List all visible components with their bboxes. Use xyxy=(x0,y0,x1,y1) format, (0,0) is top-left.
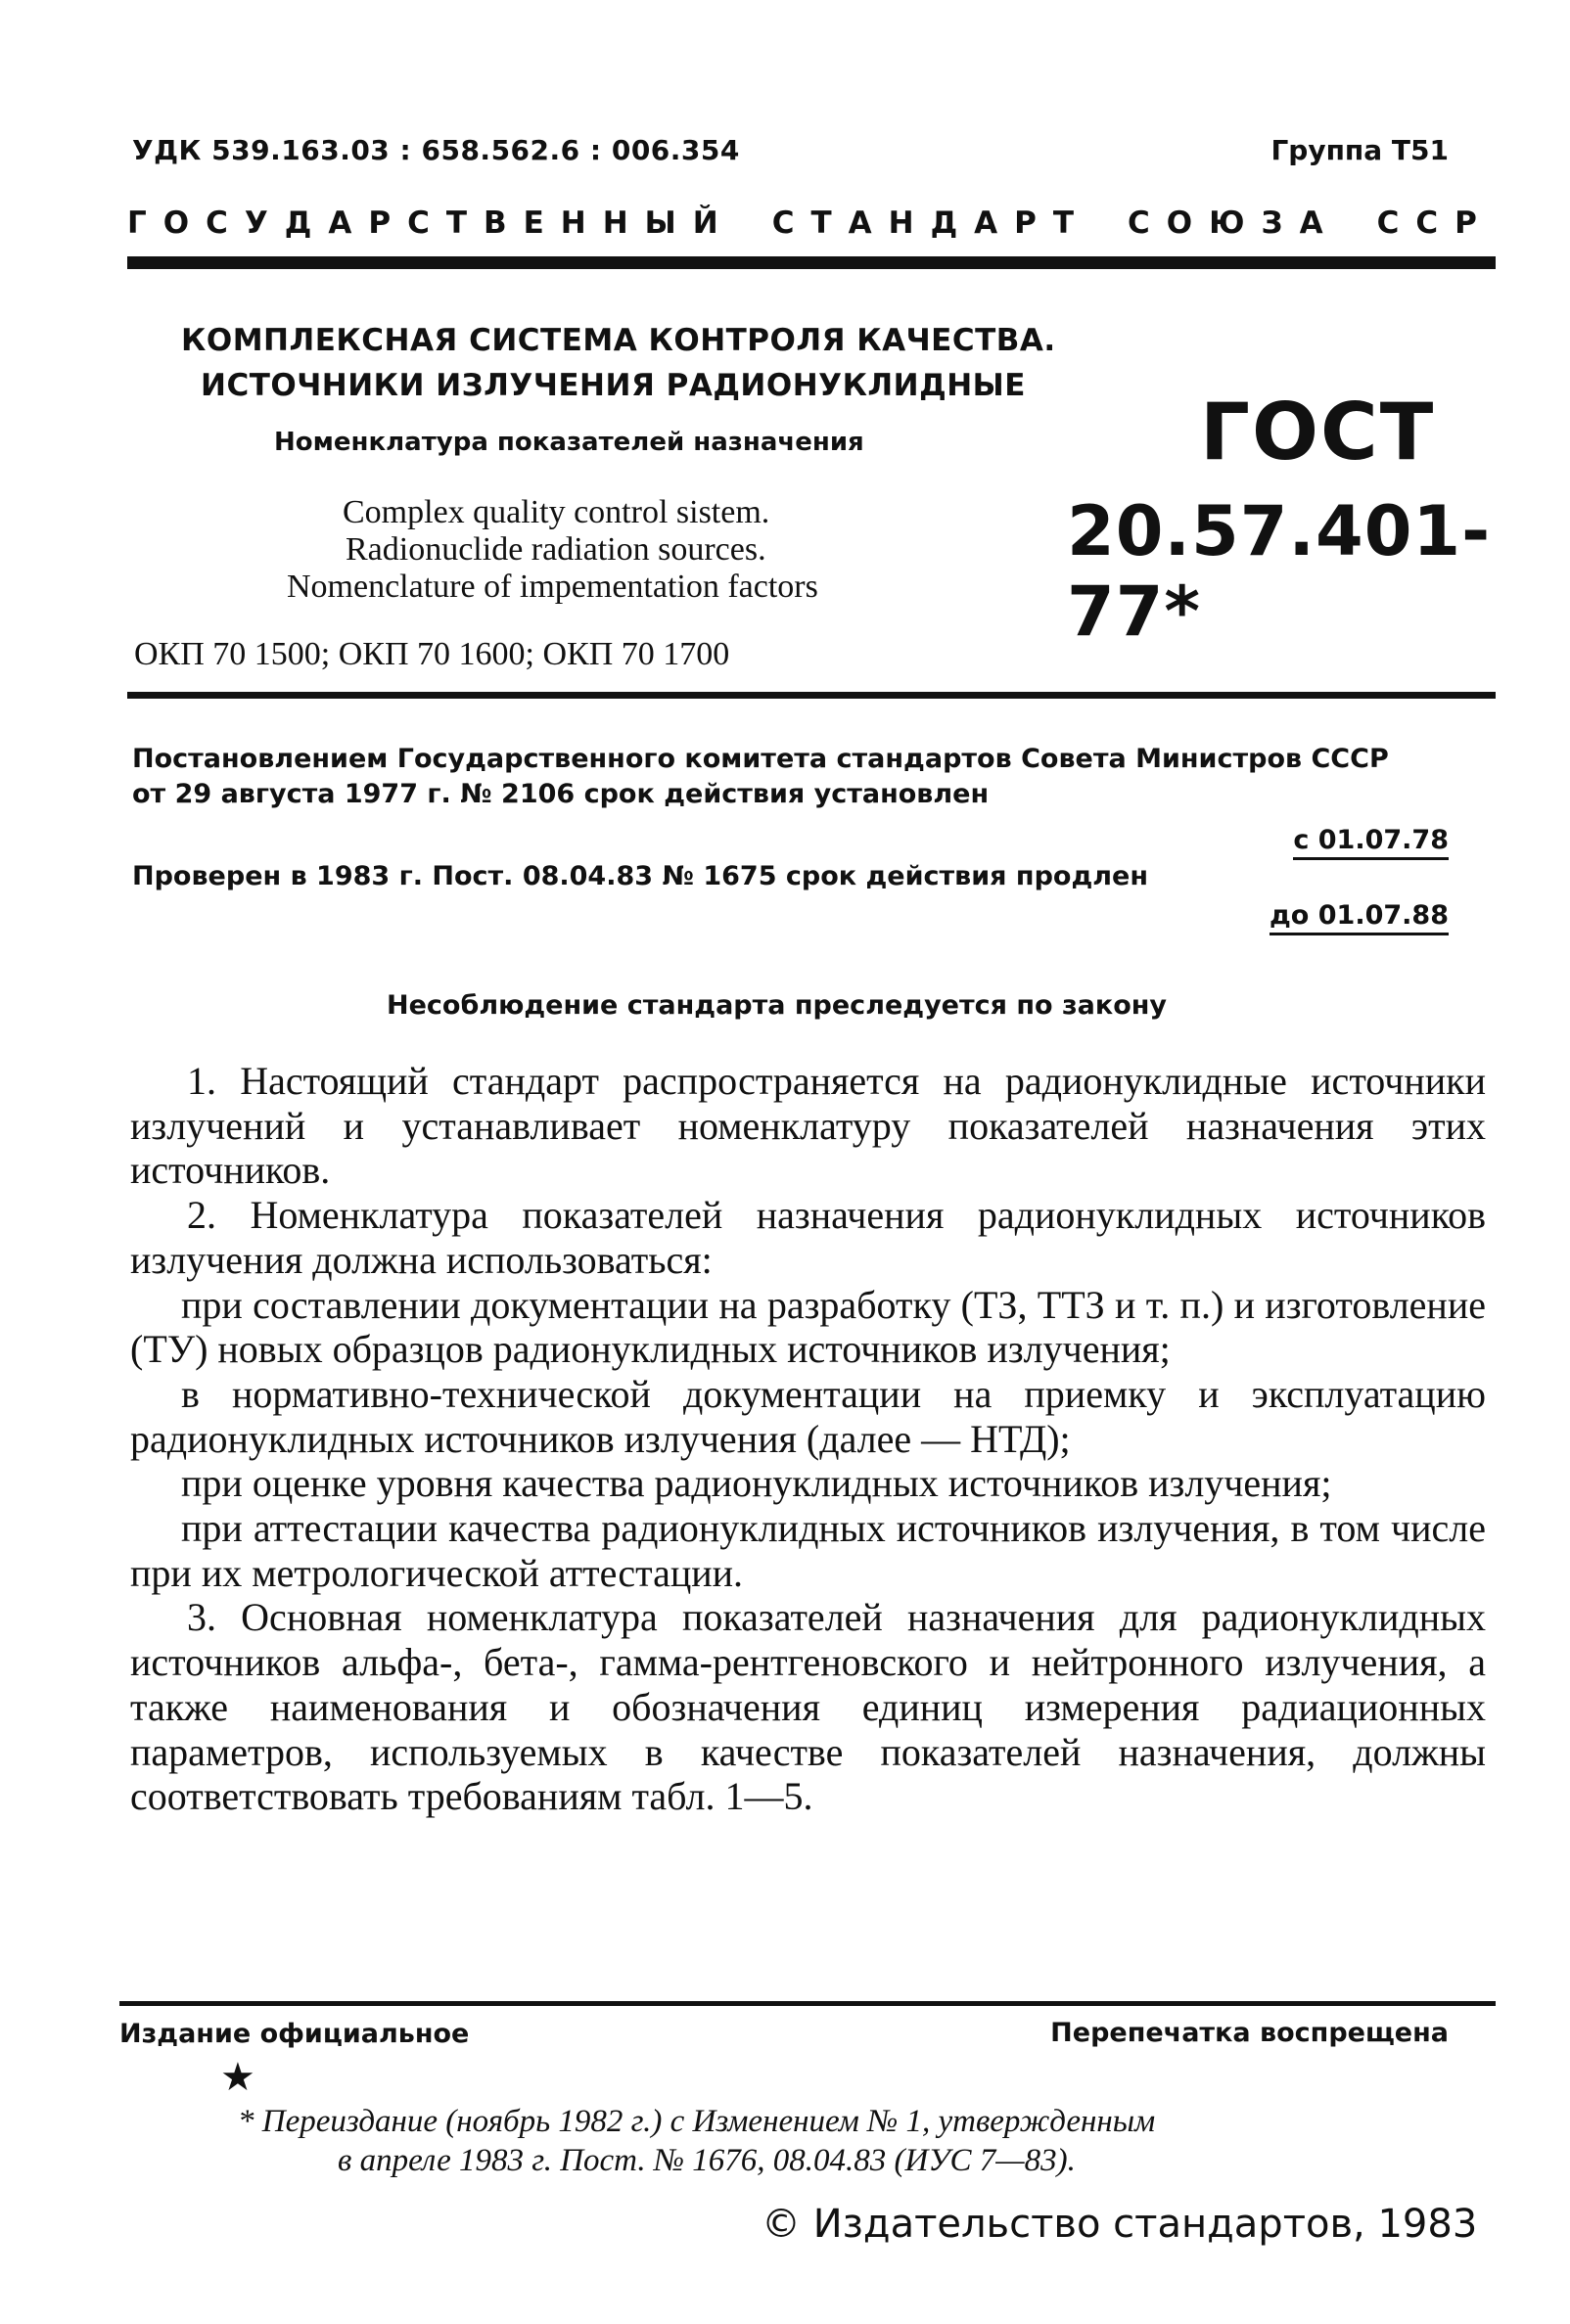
reissue-footnote-line-2: в апреле 1983 г. Пост. № 1676, 08.04.83 (ИУС 7—83). xyxy=(338,2143,1076,2178)
reissue-footnote-line-1: * Переиздание (ноябрь 1982 г.) с Изменением № 1, утвержденным xyxy=(238,2104,1156,2139)
copyright-notice: © Издательство стандартов, 1983 xyxy=(762,2202,1478,2247)
paragraph-2a: при составлении документации на разработку (ТЗ, ТТЗ и т. п.) и изготовление (ТУ) новых образцов радионуклидных источников излучения; xyxy=(130,1282,1486,1372)
subtitle: Номенклатура показателей назначения xyxy=(274,428,864,457)
reprint-prohibited-label: Перепечатка воспрещена xyxy=(1050,2018,1449,2048)
checked-note: Проверен в 1983 г. Пост. 08.04.83 № 1675 срок действия продлен xyxy=(132,861,1148,891)
decree-line-1: Постановлением Государственного комитета стандартов Совета Министров СССР xyxy=(132,744,1389,774)
english-title-line-2: Radionuclide radiation sources. xyxy=(346,531,766,568)
decree-line-2: от 29 августа 1977 г. № 2106 срок действия установлен xyxy=(132,779,990,809)
state-standard-heading xyxy=(127,205,1494,241)
title-line-2: ИСТОЧНИКИ ИЗЛУЧЕНИЯ РАДИОНУКЛИДНЫЕ xyxy=(201,368,1026,403)
okp-codes: ОКП 70 1500; ОКП 70 1600; ОКП 70 1700 xyxy=(134,636,730,672)
paragraph-2d: при аттестации качества радионуклидных источников излучения, в том числе при их метрологической аттестации. xyxy=(130,1506,1486,1595)
footer-rule xyxy=(119,2001,1496,2006)
effective-to-date: до 01.07.88 xyxy=(1270,900,1449,935)
okp-thick-rule xyxy=(127,692,1496,699)
english-title-line-1: Complex quality control sistem. xyxy=(343,494,770,530)
legal-warning: Несоблюдение стандарта преследуется по закону xyxy=(387,990,1168,1021)
heading-word: СОЮЗА xyxy=(1128,205,1340,241)
effective-from-date: с 01.07.78 xyxy=(1293,825,1449,860)
star-icon: ★ xyxy=(220,2055,255,2100)
group-code: Группа Т51 xyxy=(1270,134,1449,166)
heading-word: ГОСУДАРСТВЕННЫЙ xyxy=(127,205,735,241)
paragraph-2b: в нормативно-технической документации на приемку и эксплуатацию радионуклидных источников излучения (далее — НТД); xyxy=(130,1371,1486,1461)
body-text xyxy=(130,1059,1486,1819)
header-thick-rule xyxy=(127,256,1496,269)
paragraph-2: 2. Номенклатура показателей назначения радионуклидных источников излучения должна использоваться: xyxy=(130,1193,1486,1282)
paragraph-3: 3. Основная номенклатура показателей назначения для радионуклидных источников альфа-, бета-, гамма-рентгеновского и нейтронного излучения, а также наименования и обозначения единиц измерения радиационных параметров, используемых в качестве показателей назначения, должны соответствовать требованиям табл. 1—5. xyxy=(130,1595,1486,1819)
gost-number: 20.57.401-77* xyxy=(1067,491,1492,652)
heading-word: СТАНДАРТ xyxy=(771,205,1091,241)
gost-label: ГОСТ xyxy=(1200,387,1436,478)
title-line-1: КОМПЛЕКСНАЯ СИСТЕМА КОНТРОЛЯ КАЧЕСТВА. xyxy=(181,323,1056,358)
udk-code: УДК 539.163.03 : 658.562.6 : 006.354 xyxy=(132,134,740,166)
official-edition-label: Издание официальное xyxy=(119,2019,470,2049)
english-title-line-3: Nomenclature of impementation factors xyxy=(287,569,818,605)
paragraph-2c: при оценке уровня качества радионуклидных источников излучения; xyxy=(181,1461,1332,1506)
heading-word: ССР xyxy=(1376,205,1494,241)
paragraph-1: 1. Настоящий стандарт распространяется на радионуклидные источники излучений и устанавливает номенклатуру показателей назначения этих источников. xyxy=(130,1059,1486,1193)
